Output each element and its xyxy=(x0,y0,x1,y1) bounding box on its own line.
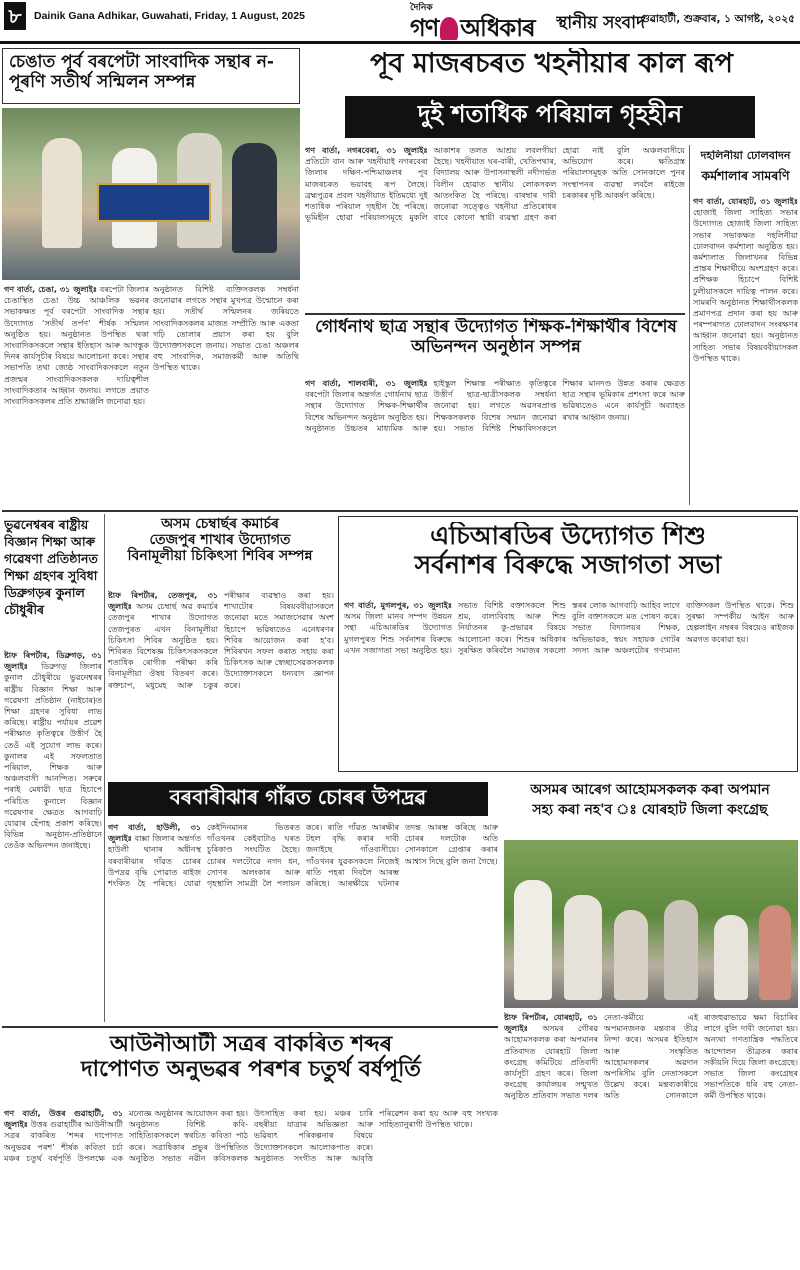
ahom-headline-box xyxy=(502,782,798,834)
main-headline2: দুই শতাধিক পৰিয়াল গৃহহীন xyxy=(417,100,683,128)
gore-dateline: গণ বাৰ্তা, শালবাৰী, ৩১ জুলাইঃ xyxy=(305,379,428,388)
divider xyxy=(305,313,685,315)
achi-headline1: এচিআৰডিৰ উদ্যোগত শিশু xyxy=(430,522,706,550)
logo-figure-icon xyxy=(440,17,458,40)
gore-headline-box xyxy=(310,318,682,374)
right1-text: হোজাই জিলা সাহিত্য সভাৰ উদ্যোগত হোজাই জিলা সাহিত্য সভাৰ সভাকক্ষত দহলিনীয়া ঢোলবাদন কৰ্মশালা অনুষ্ঠিত হয়। কৰ্মশালাত জিলাখনৰ বিভিন্ন প্ৰান্তৰ শিক্ষাৰ্থীয়ে অংশগ্ৰহণ কৰে। প্ৰশিক্ষক হিচাপে বিশিষ্ট ঢুলীয়াসকলে দায়িত্ব পালন কৰে। সামৰণি অনুষ্ঠানত শিক্ষাৰ্থীসকলক প্ৰমাণপত্ৰ প্ৰদান কৰা হয় আৰু পৰম্পৰাগত ঢোলবাদন সংৰক্ষণৰ আহ্বান জনোৱা হয়। অনুষ্ঠানত সাহিত্য সভাৰ বিষয়ববীয়াসকল উপস্থিত থাকে। xyxy=(693,208,798,363)
achi-headline-box xyxy=(342,522,794,592)
borbari-dateline: গণ বাৰ্তা, হাউলী, ৩১ জুলাইঃ xyxy=(108,823,201,844)
right1-body xyxy=(693,196,798,508)
story1-headline: চেঙাত পূৰ্ব বৰপেটা সাংবাদিক সন্থাৰ ন-পূৰণি সতীৰ্থ সন্মিলন সম্পন্ন xyxy=(9,52,274,92)
assam-headline1: অসম চেম্বাৰ্ছৰ কমাৰ্চৰ xyxy=(161,516,279,532)
main-text: প্ৰতিটো বান আৰু খহনীয়াই নগৰবেৰা জিলাৰ দক্ষিণ-পশ্চিমাঞ্চলৰ পূব মাজৰচৰত ভয়াবহ ৰূপ লৈছে। ব্ৰহ্মপুত্ৰৰ প্ৰবল খহনীয়াত ইতিমধ্যে দুই শতাধিক পৰিয়াল গৃহহীন হৈ পৰিছে। ভূমিহীন হোৱা পৰিয়ালসমূহে মুকলি আকাশৰ তলত আশ্ৰয় লবলগীয়া হৈছে। খহনীয়াত ঘৰ-বাৰী, খেতিপথাৰ, বিদ্যালয় আৰু উপাসনাস্থলী নদীগৰ্ভত বিলীন হোৱাত স্থানীয় লোকসকল আতংকিত হৈ পৰিছে। বাৰম্বাৰ দাবী জনোৱা সত্ত্বেও খহনীয়া প্ৰতিৰোধৰ বাবে কোনো স্থায়ী ব্যৱস্থা গ্ৰহণ কৰা হোৱা নাই বুলি অঞ্চলবাসীয়ে অভিযোগ কৰে। ক্ষতিগ্ৰস্ত পৰিয়ালসমূহক অতি সোনকালে পুনৰ সংস্থাপনৰ ব্যৱস্থা লবলৈ ৰাইজে চৰকাৰৰ দৃষ্টি আকৰ্ষণ কৰিছে। xyxy=(305,146,685,223)
bhuban-body xyxy=(4,650,102,1022)
gore-text: বৰপেটা জিলাৰ অন্তৰ্গত গোৰ্ধনাথ ছাত্ৰ সন্থাৰ উদ্যোগত শিক্ষক-শিক্ষাৰ্থীৰ বিশেষ অভিনন্দন অনুষ্ঠান অনুষ্ঠিত হয়। অনুষ্ঠানত উচ্চতৰ মাধ্যমিক আৰু হাইস্কুল শিক্ষান্ত পৰীক্ষাত কৃতিত্বৰে উত্তীৰ্ণ ছাত্ৰ-ছাত্ৰীসকলক সম্বৰ্ধনা জনোৱা হয়। লগতে অৱসৰপ্ৰাপ্ত শিক্ষকসকলক বিশেষ সন্মান জনোৱা হয়। সভাত বিশিষ্ট শিক্ষাবিদসকলে শিক্ষাৰ মানদণ্ড উন্নত কৰাৰ ক্ষেত্ৰত ছাত্ৰ সন্থাৰ ভূমিকাৰ প্ৰশংসা কৰে আৰু ভৱিষ্যতেও এনে কাৰ্যসূচী অব্যাহত ৰখাৰ আহ্বান জনায়। xyxy=(305,379,685,433)
gore-body xyxy=(305,378,685,508)
auniati-dateline: গণ বাৰ্তা, উত্তৰ গুৱাহাটী, ৩১ জুলাইঃ xyxy=(4,1109,123,1130)
assam-dateline: ষ্টাফ ৰিপৰ্টাৰ, তেজপুৰ, ৩১ জুলাইঃ xyxy=(108,591,218,612)
story1-photo xyxy=(2,108,300,280)
auniati-text: উত্তৰ গুৱাহাটীৰ আউনীআটী সত্ৰৰ বাকৰিত ‘শব্দৰ দাপোণত অনুভৱৰ পৰশ’ শীৰ্ষক কবিতা চৰ্চা মঞ্চৰ চতুৰ্থ বৰ্ষপূৰ্তি উপলক্ষে এক মনোজ্ঞ অনুষ্ঠানৰ আয়োজন কৰা হয়। অনুষ্ঠানত বিশিষ্ট কবি-সাহিত্যিকসকলে স্বৰচিত কবিতা পাঠ কৰে। সত্ৰাধিকাৰ প্ৰভুৰ উপস্থিতিত অনুষ্ঠিত সভাত নৱীন কবিসকলক উৎসাহিত কৰা হয়। মঞ্চৰ চাৰি বছৰীয়া যাত্ৰাৰ অভিজ্ঞতা আৰু ভৱিষ্যৎ পৰিকল্পনাৰ বিষয়ে উদ্যোক্তাসকলে আলোকপাত কৰে। অনুষ্ঠানত সংগীত আৰু আবৃত্তি পৰিৱেশন কৰা হয় আৰু বহু সংখ্যক সাহিত্যানুৰাগী উপস্থিত থাকে। xyxy=(4,1109,498,1163)
story1-para2: অনুষ্ঠানত বিশিষ্ট ব্যক্তিসকলক সম্বৰ্ধনা জনোৱাৰ লগতে সন্থাৰ মুখপত্ৰ উন্মোচন কৰা হয়। সতীৰ্থ সন্মিলনৰ জৰিয়তে সাংবাদিকসকলৰ মাজত সম্প্ৰীতি আৰু একতা গঢ়ি তোলাৰ প্ৰয়াস কৰা হয় বুলি উদ্যোক্তাসকলে জনায়। সভাত চেঙা অঞ্চলৰ বহু সাংবাদিক, সমাজকৰ্মী আৰু অতিথি উপস্থিত থাকে। xyxy=(153,285,299,373)
ahom-photo xyxy=(504,840,798,1008)
ahom-body xyxy=(504,1012,798,1268)
story1-headline-box xyxy=(2,48,300,104)
borbari-text: বাক্সা জিলাৰ অন্তৰ্গত হাউলী থানাৰ অধীনস্থ বৰবাৰীঝাৰ গাঁৱত চোৰৰ উপদ্ৰৱ বৃদ্ধি পোৱাত ৰাইজ শংকিত হৈ পৰিছে। যোৱা কেইদিনমানৰ ভিতৰত গাঁওখনৰ কেইবাটাও ঘৰত চুৰিকাণ্ড সংঘটিত হৈছে। চোৰৰ দলটোৱে নগদ ধন, সোণৰ অলংকাৰ আৰু গৃহস্থালি সামগ্ৰী লৈ পলায়ন কৰে। ৰাতি গাঁৱত আৰক্ষীৰ টহল বৃদ্ধি কৰাৰ দাবী জনাইছে গাঁওবাসীয়ে। গাঁওখনৰ যুৱকসকলে নিজেই ৰাতি পহৰা দিবলৈ আৰম্ভ কৰিছে। আৰক্ষীয়ে ঘটনাৰ তদন্ত আৰম্ভ কৰিছে আৰু চোৰৰ দলটোক অতি সোনকালে গ্ৰেপ্তাৰ কৰাৰ আশ্বাস দিছে বুলি জনা গৈছে। xyxy=(108,823,498,889)
main-headline1-box xyxy=(305,48,798,92)
assam-text: অসম চেম্বাৰ্ছ অৱ কমাৰ্চৰ তেজপুৰ শাখাৰ উদ্যোগত তেজপুৰত এখন বিনামূলীয়া চিকিৎসা শিবিৰ অনুষ্ঠিত হয়। শিবিৰত বিশেষজ্ঞ চিকিৎসকসকলে শতাধিক ৰোগীক পৰীক্ষা কৰি বিনামূলীয়া ঔষধ বিতৰণ কৰে। ৰক্তচাপ, মধুমেহ আৰু চকুৰ পৰীক্ষাৰ ব্যৱস্থাও কৰা হয়। শাখাটোৰ বিষয়ববীয়াসকলে জনোৱা মতে সমাজসেৱাৰ অংশ হিচাপে ভৱিষ্যতেও এনেধৰণৰ শিবিৰ আয়োজন কৰা হ'ব। শিবিৰখন সফল কৰাত সহায় কৰা চিকিৎসক আৰু স্বেচ্ছাসেৱকসকলক উদ্যোক্তাসকলে ধন্যবাদ জ্ঞাপন কৰে। xyxy=(108,591,334,690)
main-story-body xyxy=(305,145,685,311)
page-number: ৮ xyxy=(4,2,26,30)
ahom-text: অসমৰ গৌৰৱ আহোমসকলক কৰা অপমানৰ প্ৰতিবাদত যোৰহাট জিলা কংগ্ৰেছ কমিটিয়ে প্ৰতিবাদী কাৰ্যসূচী গ্ৰহণ কৰে। জিলা কংগ্ৰেছ কাৰ্যালয়ৰ সন্মুখত অনুষ্ঠিত প্ৰতিবাদ সভাত দলৰ নেতা-কৰ্মীয়ে এই অপমানজনক মন্তব্যৰ তীব্ৰ নিন্দা কৰে। অসমৰ ইতিহাস আৰু সংস্কৃতিত আহোমসকলৰ অৱদান অপৰিসীম বুলি নেতাসকলে উল্লেখ কৰে। মন্তব্যকাৰীয়ে অতি সোনকালে ৰাজহুৱাভাৱে ক্ষমা বিচাৰিব লাগে বুলি দাবী জনোৱা হয়। অন্যথা গণতান্ত্ৰিক পদ্ধতিৰে আন্দোলন তীব্ৰতৰ কৰাৰ সকীয়নি দিয়ে জিলা কংগ্ৰেছে। সভাত জিলা কংগ্ৰেছৰ সভাপতিকে ধৰি বহু নেতা-কৰ্মী উপস্থিত থাকে। xyxy=(504,1013,798,1101)
assam-headline3: বিনামূলীয়া চিকিৎসা শিবিৰ সম্পন্ন xyxy=(127,548,313,565)
paper-line: Dainik Gana Adhikar, Guwahati, Friday, 1 August, 2025 xyxy=(34,10,305,22)
divider xyxy=(2,1026,498,1028)
divider xyxy=(104,514,105,1022)
divider xyxy=(689,145,690,505)
auniati-body xyxy=(4,1108,498,1268)
gore-headline: গোৰ্ধনাথ ছাত্ৰ সন্থাৰ উদ্যোগত শিক্ষক-শিক্ষাৰ্থীৰ বিশেষ অভিনন্দন অনুষ্ঠান সম্পন্ন xyxy=(315,318,677,357)
achi-body xyxy=(344,600,794,766)
bhuban-headline: ভুৱনেশ্বৰৰ ৰাষ্ট্ৰীয় বিজ্ঞান শিক্ষা আৰু গৱেষণা প্ৰতিষ্ঠানত শিক্ষা গ্ৰহণৰ সুবিধা ডিব্ৰুগড়ৰ কুনাল চৌধুৰীৰ xyxy=(4,517,98,617)
story1-col1 xyxy=(4,284,149,506)
ahom-headline1: অসমৰ আৰেগ আহোমসকলক কৰা অপমান xyxy=(530,782,770,798)
bhuban-text: ডিব্ৰুগড় জিলাৰ কুনাল চৌধুৰীয়ে ভুৱনেশ্বৰৰ ৰাষ্ট্ৰীয় বিজ্ঞান শিক্ষা আৰু গৱেষণা প্ৰতিষ্ঠান (নাইচাৰ)ত শিক্ষা গ্ৰহণৰ সুবিধা লাভ কৰিছে। ৰাষ্ট্ৰীয় পৰ্যায়ৰ প্ৰৱেশ পৰীক্ষাত কৃতিত্বৰে উত্তীৰ্ণ হৈ তেওঁ এই সুযোগ লাভ কৰে। কুনালৰ এই সফলতাত পৰিয়াল, শিক্ষক আৰু অঞ্চলবাসী আনন্দিত। সৰুৰে পৰাই মেধাৱী ছাত্ৰ হিচাপে পৰিচিত কুনালে বিজ্ঞান গৱেষণাৰ ক্ষেত্ৰত আগবাঢ়ি যোৱাৰ হেঁপাহ প্ৰকাশ কৰিছে। বিভিন্ন অনুষ্ঠান-প্ৰতিষ্ঠানে তেওঁক অভিনন্দন জনাইছে। xyxy=(4,662,102,851)
date-line: গুৱাহাটী, শুক্ৰবাৰ, ১ আগষ্ট, ২০২৫ xyxy=(640,13,795,25)
masthead-rule xyxy=(0,41,800,44)
story1-dateline: গণ বাৰ্তা, চেঙা, ৩১ জুলাইঃ xyxy=(4,285,98,294)
section-title: স্থানীয় সংবাদ xyxy=(556,13,645,33)
main-headline2-box xyxy=(345,96,755,138)
borbari-headline-box xyxy=(108,782,488,816)
right1-dateline: গণ বাৰ্তা, যোৰহাট, ৩১ জুলাইঃ xyxy=(693,197,798,206)
main-dateline: গণ বাৰ্তা, নগৰবেৰা, ৩১ জুলাইঃ xyxy=(305,146,428,155)
achi-dateline: গণ বাৰ্তা, মুগলপুৰ, ৩১ জুলাইঃ xyxy=(344,601,452,610)
bhuban-headline-box xyxy=(4,516,102,646)
auniati-headline2: দাপোণত অনুভৱৰ পৰশৰ চতুৰ্থ বৰ্ষপূৰ্তি xyxy=(81,1057,421,1083)
story1-para1: বৰপেটা জিলাৰ চেঙাস্থিত চেঙা উচ্চ আঞ্চলিক ভৱনৰ সভাকক্ষত পূৰ্ব বৰপেটা সাংবাদিক সন্থাৰ উদ্যোগত ‘সতীৰ্থ তৰ্পণ’ শীৰ্ষক সন্মিলন অনুষ্ঠিত হয়। অনুষ্ঠানত উপস্থিত থকা সাংবাদিকসকলে সন্থাৰ ইতিহাস আৰু আগন্তুক দিনৰ কাৰ্যসূচীৰ বিষয়ে আলোচনা কৰে। সন্থাৰ সভাপতি তথা জ্যেষ্ঠ সাংবাদিকসকলে নতুন প্ৰজন্মৰ সাংবাদিকসকলক দায়িত্বশীল সাংবাদিকতাৰ আহ্বান জনায়। লগতে প্ৰয়াত সাংবাদিকসকলৰ প্ৰতি শ্ৰদ্ধাঞ্জলি জনোৱা হয়। xyxy=(4,285,149,407)
assam-headline2: তেজপুৰ শাখাৰ উদ্যোগত xyxy=(149,532,291,549)
achi-headline2: সৰ্বনাশৰ বিৰুদ্ধে সজাগতা সভা xyxy=(414,549,722,579)
borbari-headline: বৰবাৰীঝাৰ গাঁৱত চোৰৰ উপদ্ৰৱ xyxy=(169,785,427,809)
logo-small: দৈনিক xyxy=(410,3,433,13)
logo xyxy=(410,2,550,40)
assam-headline-box xyxy=(108,516,332,586)
borbari-body xyxy=(108,822,498,1022)
bhuban-dateline: ষ্টাফ ৰিপৰ্টাৰ, ডিব্ৰুগড়, ৩১ জুলাইঃ xyxy=(4,651,102,672)
main-headline1: পূব মাজৰচৰত খহনীয়াৰ কাল ৰূপ xyxy=(370,48,733,79)
right1-kicker: দহলিনীয়া ঢোলবাদন xyxy=(700,150,791,162)
logo-left: গণ xyxy=(410,14,439,40)
logo-right: অধিকাৰ xyxy=(460,14,535,40)
achi-text: অসম জিলা মানব সম্পদ উন্নয়ন সন্থা এচিআৰডিৰ উদ্যোগত মুগলপুৰত শিশু সৰ্বনাশৰ বিৰুদ্ধে এখন সজাগতা সভা অনুষ্ঠিত হয়। সভাত বিশিষ্ট বক্তাসকলে শিশু শ্ৰম, বাল্যবিবাহ আৰু শিশু নিৰ্যাতনৰ কু-প্ৰভাৱৰ বিষয়ে আলোচনা কৰে। শিশুৰ অধিকাৰ সুৰক্ষিত কৰিবলৈ সমাজৰ সকলো স্তৰৰ লোক আগবাঢ়ি আহিব লাগে বুলি বক্তাসকলে মত পোষণ কৰে। সভাত বিদ্যালয়ৰ শিক্ষক, অভিভাৱক, স্বয়ং সহায়ক গোটৰ সদস্য আৰু অঞ্চলটোৰ গণ্যমান্য ব্যক্তিসকল উপস্থিত থাকে। শিশু সুৰক্ষা সম্পৰ্কীয় আইন আৰু হেল্পলাইন নম্বৰৰ বিষয়েও ৰাইজক অৱগত কৰোৱা হয়। xyxy=(344,601,794,655)
divider xyxy=(2,510,798,512)
auniati-headline1: আউনীআটী সত্ৰৰ বাকৰিত শব্দৰ xyxy=(109,1032,393,1057)
right1-headline: কৰ্মশালাৰ সামৰণি xyxy=(701,167,790,183)
auniati-headline-box xyxy=(4,1032,498,1104)
ahom-dateline: ষ্টাফ ৰিপৰ্টাৰ, যোৰহাট, ৩১ জুলাইঃ xyxy=(504,1013,598,1034)
assam-body xyxy=(108,590,334,772)
story1-col2 xyxy=(153,284,299,506)
ahom-headline2: সহ্য কৰা নহ'ব ঃ যোৰহাট জিলা কংগ্ৰেছ xyxy=(532,802,768,819)
right1-headline-box xyxy=(693,150,798,194)
